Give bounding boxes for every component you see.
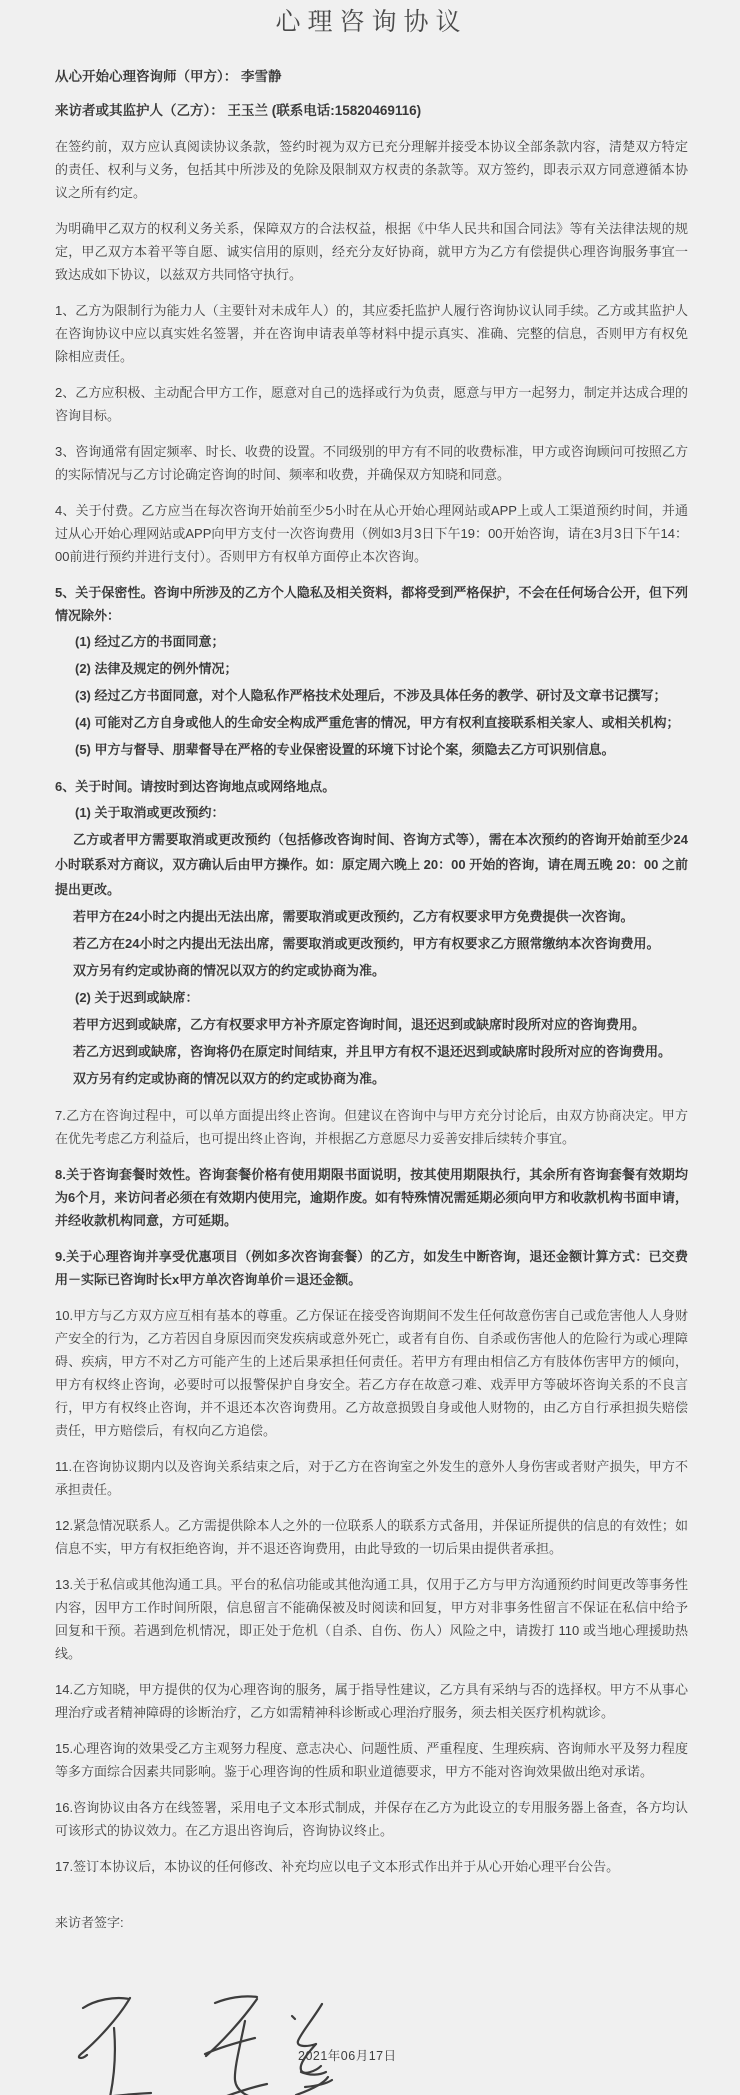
clause-paragraph: 双方另有约定或协商的情况以双方的约定或协商为准。 [73,963,386,978]
page-title: 心理咨询协议 [275,8,468,36]
clause-paragraph: (1) 关于取消或更改预约： [75,805,225,820]
clause-paragraph: (1) 经过乙方的书面同意； [75,634,225,649]
clause-paragraph: 6、关于时间。请按时到达咨询地点或网络地点。 [55,779,336,794]
clause-paragraph: (2) 关于迟到或缺席： [75,990,199,1005]
clause-paragraph: 乙方或者甲方需要取消或更改预约（包括修改咨询时间、咨询方式等），需在本次预约的咨询开始前至少24小时联系对方商议，双方确认后由甲方操作。如：原定周六晚上 20：00 开始的咨询，请在周五晚 20：00 之前提出更改。 [55,832,688,897]
clause-paragraph: 15.心理咨询的效果受乙方主观努力程度、意志决心、问题性质、严重程度、生理疾病、咨询师水平及努力程度等多方面综合因素共同影响。鉴于心理咨询的性质和职业道德要求，甲方不能对咨询效果做出绝对承诺。 [55,1741,688,1779]
clause-paragraph: 16.咨询协议由各方在线签署，采用电子文本形式制成，并保存在乙方为此设立的专用服务器上备查，各方均认可该形式的协议效力。在乙方退出咨询后，咨询协议终止。 [55,1800,688,1838]
clause-paragraph: 3、咨询通常有固定频率、时长、收费的设置。不同级别的甲方有不同的收费标准，甲方或咨询顾问可按照乙方的实际情况与乙方讨论确定咨询的时间、频率和收费，并确保双方知晓和同意。 [55,444,688,482]
clause-paragraph: 在签约前，双方应认真阅读协议条款，签约时视为双方已充分理解并接受本协议全部条款内容，清楚双方特定的责任、权利与义务，包括其中所涉及的免除及限制双方权责的条款等。双方签约，即表示双方同意遵循本协议之所有约定。 [55,139,688,200]
clauses [55,135,688,1878]
clause-paragraph: 为明确甲乙双方的权利义务关系，保障双方的合法权益，根据《中华人民共和国合同法》等有关法律法规的规定，甲乙双方本着平等自愿、诚实信用的原则，经充分友好协商，就甲方为乙方有偿提供心理咨询服务事宜一致达成如下协议，以兹双方共同恪守执行。 [55,221,688,282]
clause-paragraph: 12.紧急情况联系人。乙方需提供除本人之外的一位联系人的联系方式备用，并保证所提供的信息的有效性；如信息不实，甲方有权拒绝咨询，并不退还咨询费用，由此导致的一切后果由提供者承担。 [55,1518,688,1556]
party-b-name: 王玉兰 [227,103,269,118]
clause-paragraph: (3) 经过乙方书面同意，对个人隐私作严格技术处理后，不涉及具体任务的教学、研讨及文章书记撰写； [75,688,667,703]
party-a-label: 从心开始心理咨询师（甲方）： [55,69,238,84]
clause-paragraph: 14.乙方知晓，甲方提供的仅为心理咨询的服务，属于指导性建议，乙方具有采纳与否的选择权。甲方不从事心理治疗或者精神障碍的诊断治疗，乙方如需精神科诊断或心理治疗服务，须去相关医疗机构就诊。 [55,1682,688,1720]
signature-label: 来访者签字: [55,1915,124,1930]
clause-paragraph: 若甲方在24小时之内提出无法出席，需要取消或更改预约，乙方有权要求甲方免费提供一次咨询。 [73,909,634,924]
clause-paragraph: 若乙方迟到或缺席，咨询将仍在原定时间结束，并且甲方有权不退还迟到或缺席时段所对应的咨询费用。 [73,1044,672,1059]
clause-paragraph: 7.乙方在咨询过程中，可以单方面提出终止咨询。但建议在咨询中与甲方充分讨论后，由双方协商决定。甲方在优先考虑乙方利益后，也可提出终止咨询，并根据乙方意愿尽力妥善安排后续转介事宜。 [55,1108,688,1146]
clause-paragraph: 11.在咨询协议期内以及咨询关系结束之后，对于乙方在咨询室之外发生的意外人身伤害或者财产损失，甲方不承担责任。 [55,1459,688,1497]
clause-paragraph: (5) 甲方与督导、朋辈督导在严格的专业保密设置的环境下讨论个案，须隐去乙方可识别信息。 [75,742,615,757]
clause-paragraph: (2) 法律及规定的例外情况； [75,661,238,676]
clause-paragraph: 8.关于咨询套餐时效性。咨询套餐价格有使用期限书面说明，按其使用期限执行，其余所有咨询套餐有效期均为6个月，来访问者必须在有效期内使用完，逾期作废。如有特殊情况需延期必须向甲方和收款机构书面申请，并经收款机构同意，方可延期。 [55,1167,688,1228]
clause-paragraph: 9.关于心理咨询并享受优惠项目（例如多次咨询套餐）的乙方，如发生中断咨询，退还金额计算方式：已交费用－实际已咨询时长x甲方单次咨询单价＝退还金额。 [55,1249,688,1287]
party-b-label: 来访者或其监护人（乙方）： [55,103,224,118]
party-a-name: 李雪静 [241,69,282,84]
clause-paragraph: 若甲方迟到或缺席，乙方有权要求甲方补齐原定咨询时间，退还迟到或缺席时段所对应的咨询费用。 [73,1017,646,1032]
clause-paragraph: 5、关于保密性。咨询中所涉及的乙方个人隐私及相关资料，都将受到严格保护，不会在任何场合公开，但下列情况除外： [55,585,688,623]
party-a-line [55,66,688,88]
clause-paragraph: 1、乙方为限制行为能力人（主要针对未成年人）的，其应委托监护人履行咨询协议认同手续。乙方或其监护人在咨询协议中应以真实姓名签署，并在咨询申请表单等材料中提示真实、准确、完整的信息，否则甲方有权免除相应责任。 [55,303,688,364]
clause-paragraph: (4) 可能对乙方自身或他人的生命安全构成严重危害的情况，甲方有权利直接联系相关家人、或相关机构； [75,715,680,730]
clause-paragraph: 2、乙方应积极、主动配合甲方工作，愿意对自己的选择或行为负责，愿意与甲方一起努力，制定并达成合理的咨询目标。 [55,385,688,423]
clause-paragraph: 17.签订本协议后，本协议的任何修改、补充均应以电子文本形式作出并于从心开始心理平台公告。 [55,1859,620,1874]
clause-paragraph: 10.甲方与乙方双方应互相有基本的尊重。乙方保证在接受咨询期间不发生任何故意伤害自己或危害他人人身财产安全的行为，乙方若因自身原因而突发疾病或意外死亡，或者有自伤、自杀或伤害他人的危险行为或心理障碍、疾病，甲方不对乙方可能产生的上述后果承担任何责任。若甲方有理由相信乙方有肢体伤害甲方的倾向，甲方有权终止咨询，必要时可以报警保护自身安全。若乙方存在故意刁难、戏弄甲方等破坏咨询关系的不良言行，甲方有权终止咨询，并不退还本次咨询费用。乙方故意损毁自身或他人财物的，由乙方自行承担损失赔偿责任，甲方赔偿后，有权向乙方追偿。 [55,1308,688,1438]
party-b-line [55,100,688,122]
clause-paragraph: 若乙方在24小时之内提出无法出席，需要取消或更改预约，甲方有权要求乙方照常缴纳本次咨询费用。 [73,936,660,951]
clause-paragraph: 双方另有约定或协商的情况以双方的约定或协商为准。 [73,1071,386,1086]
party-b-phone: (联系电话:15820469116) [271,103,422,118]
signature-handwriting [69,1991,334,2095]
clause-paragraph: 13.关于私信或其他沟通工具。平台的私信功能或其他沟通工具，仅用于乙方与甲方沟通预约时间更改等事务性内容，因甲方工作时间所限，信息留言不能确保被及时阅读和回复，甲方对非事务性留言不保证在私信中给予回复和干预。若遇到危机情况，即正处于危机（自杀、自伤、伤人）风险之中，请拨打 110 或当地心理援助热线。 [55,1577,688,1661]
clause-paragraph: 4、关于付费。乙方应当在每次咨询开始前至少5小时在从心开始心理网站或APP上或人工渠道预约时间，并通过从心开始心理网站或APP向甲方支付一次咨询费用（例如3月3日下午19：00开始咨询，请在3月3日下午14：00前进行预约并进行支付）。否则甲方有权单方面停止本次咨询。 [55,503,688,564]
agreement-date: 2021年06月17日 [298,2049,397,2063]
